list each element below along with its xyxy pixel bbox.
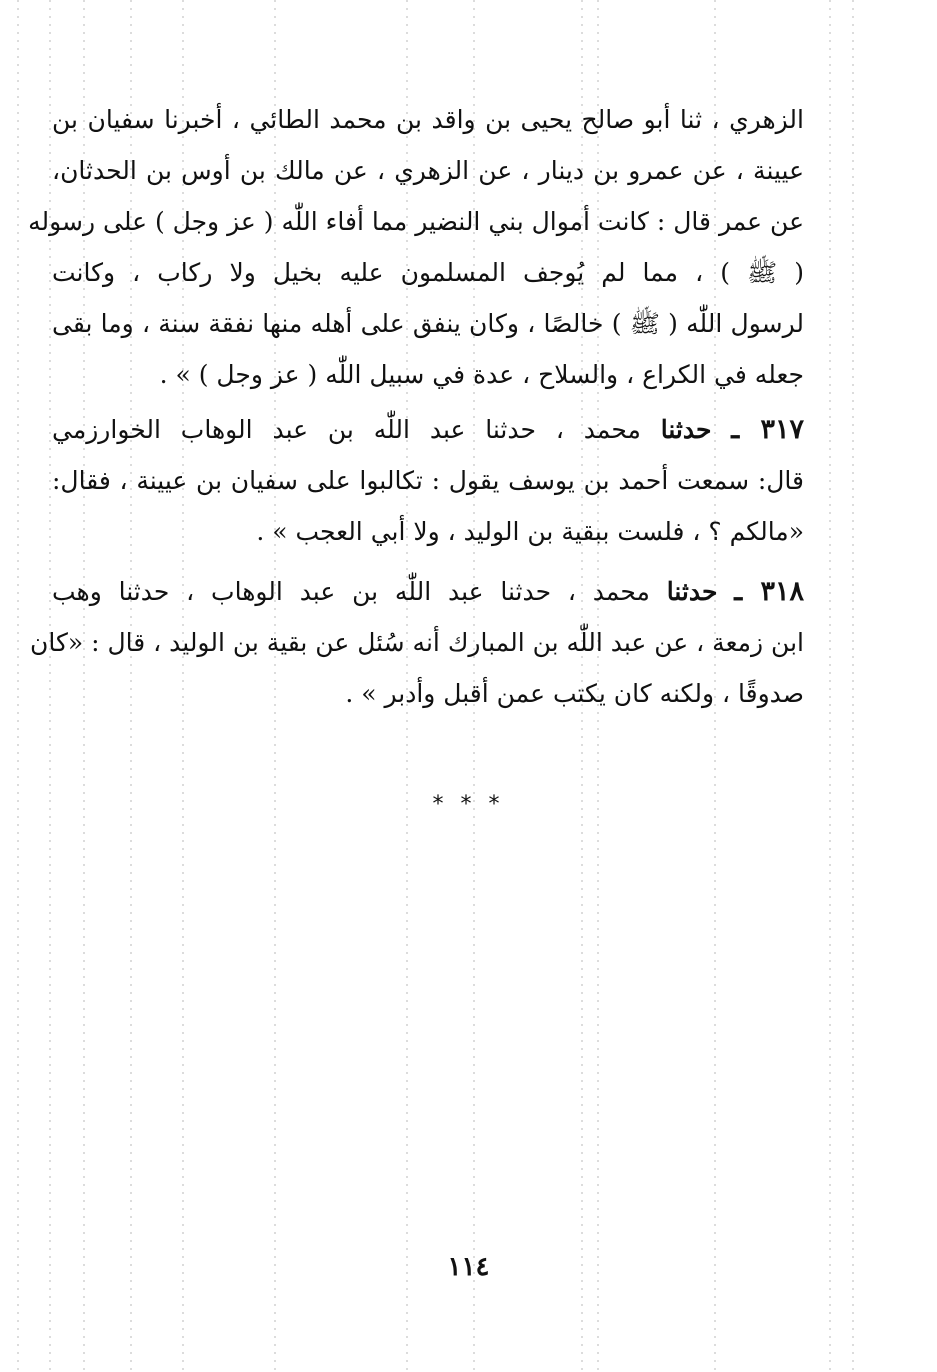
paragraph-continuation: [28, 94, 804, 400]
text-line: ابن زمعة ، عن عبد اللّٰه بن المبارك أنه سُئل عن بقية بن الوليد ، قال : «كان: [29, 628, 804, 657]
paragraph-317: [52, 404, 804, 557]
text-line: «مالكم ؟ ، فلست ببقية بن الوليد ، ولا أبي العجب » .: [256, 517, 804, 546]
section-separator: * * *: [432, 792, 505, 817]
text-line: صدوقًا ، ولكنه كان يكتب عمن أقبل وأدبر » .: [345, 679, 804, 708]
text-line-rest: محمد ، حدثنا عبد اللّٰه بن عبد الوهاب ، حدثنا وهب: [52, 577, 650, 606]
text-line: الزهري ، ثنا أبو صالح يحيى بن واقد بن محمد الطائي ، أخبرنا سفيان بن: [52, 105, 804, 134]
hadith-number: ٣١٧ ـ: [731, 414, 804, 445]
text-line: جعله في الكراع ، والسلاح ، عدة في سبيل اللّٰه ( عز وجل ) » .: [159, 360, 804, 389]
page-number: ١١٤: [447, 1252, 490, 1282]
hadith-number: ٣١٨ ـ: [734, 576, 804, 607]
text-line: قال: سمعت أحمد بن يوسف يقول : تكالبوا على سفيان بن عيينة ، فقال:: [52, 466, 804, 495]
text-line: [52, 566, 804, 617]
text-line: عن عمر قال : كانت أموال بني النضير مما أفاء اللّٰه ( عز وجل ) على رسوله: [28, 207, 804, 236]
text-line: لرسول اللّٰه ( ﷺ ) خالصًا ، وكان ينفق على أهله منها نفقة سنة ، وما بقى: [52, 309, 804, 338]
hadith-lead-word: حدثنا: [660, 415, 712, 444]
text-line: عيينة ، عن عمرو بن دينار ، عن الزهري ، عن مالك بن أوس بن الحدثان،: [52, 156, 804, 185]
text-line: ( ﷺ ) ، مما لم يُوجف المسلمون عليه بخيل ولا ركاب ، وكانت: [52, 258, 804, 287]
hadith-lead-word: حدثنا: [666, 577, 718, 606]
paragraph-318: [29, 566, 804, 719]
text-line: [52, 404, 804, 455]
text-line-rest: محمد ، حدثنا عبد اللّٰه بن عبد الوهاب الخوارزمي: [52, 415, 641, 444]
